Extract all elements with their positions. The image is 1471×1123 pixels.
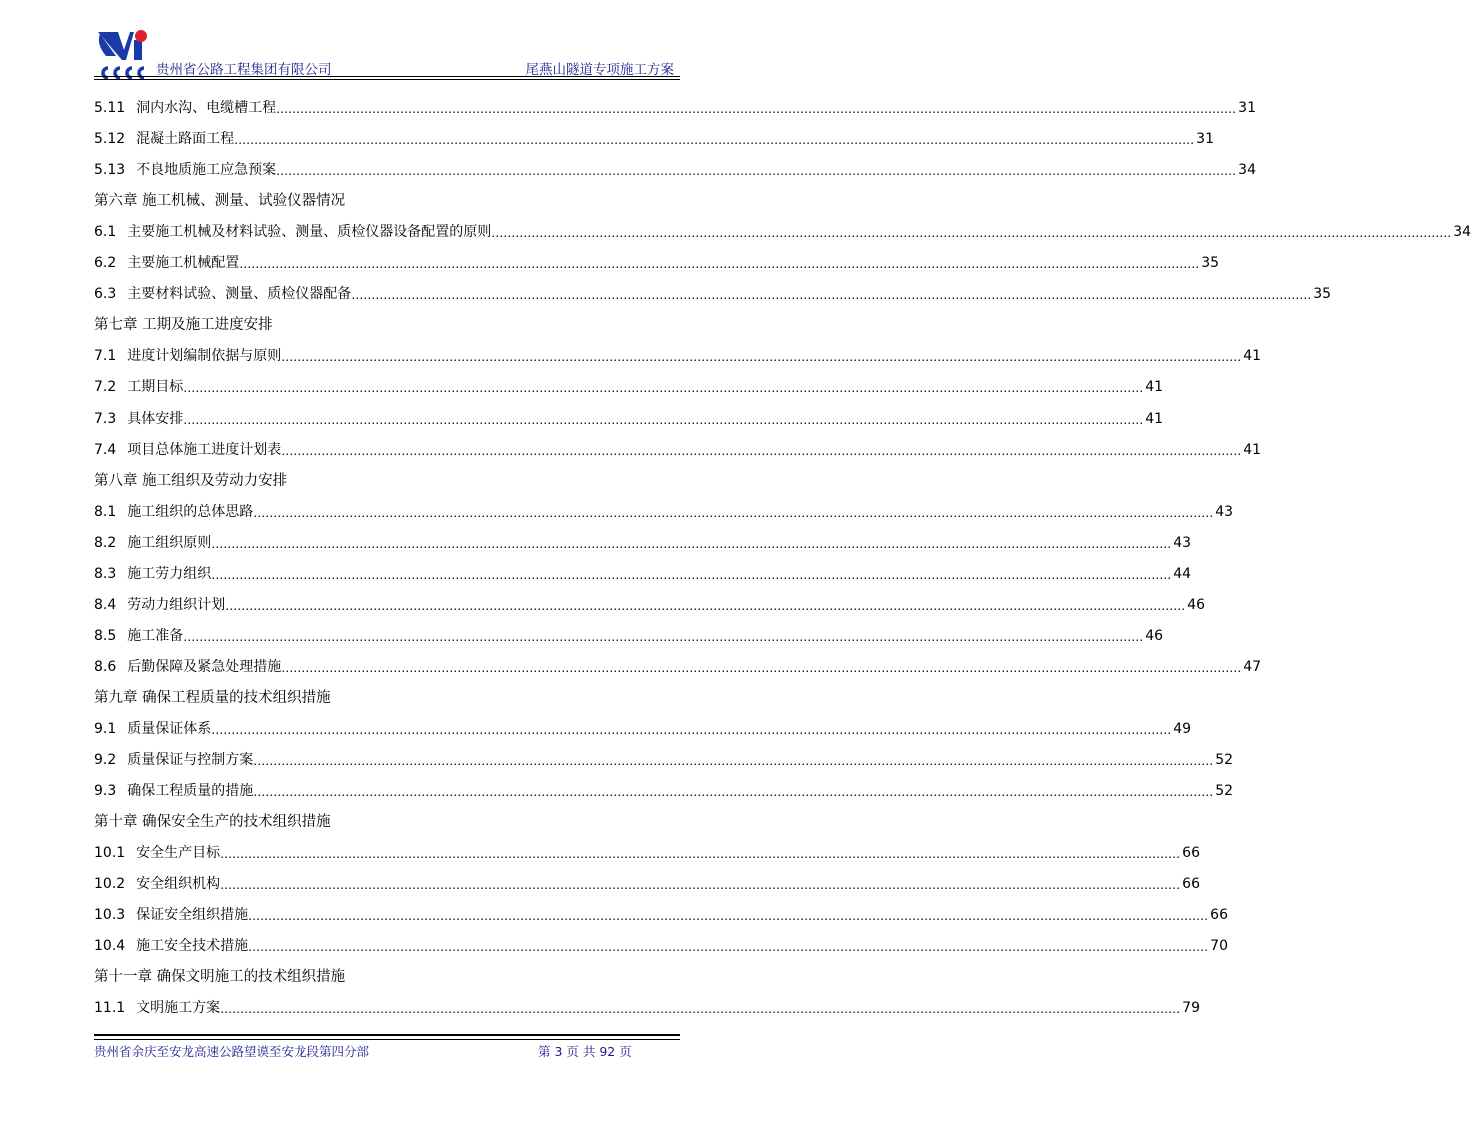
toc-entry-number: 6.3 [94, 286, 117, 303]
toc-page-number: 43 [1215, 503, 1234, 520]
toc-entry [94, 930, 1228, 956]
toc-entry-number: 5.13 [94, 162, 126, 179]
toc-leader-dots: …………………………………………………………………………………………………………………………………………………………………………………………………………………… [211, 536, 1172, 551]
toc-entry [94, 651, 1262, 677]
toc-leader-dots: …………………………………………………………………………………………………………………………………………………………………………………………………………………… [351, 288, 1312, 303]
company-logo-icon [94, 26, 154, 82]
toc-page-number: 43 [1173, 534, 1192, 551]
toc-entry-number: 8.4 [94, 596, 117, 613]
toc-entry [94, 496, 1234, 522]
toc-entry-title: 不良地质施工应急预案 [136, 162, 277, 179]
toc-entry-number: 8.2 [94, 534, 117, 551]
toc-leader-dots: …………………………………………………………………………………………………………………………………………………………………………………………………………………… [220, 847, 1181, 862]
toc-entry [94, 868, 1200, 894]
toc-entry-number: 7.1 [94, 348, 117, 365]
header-divider [94, 76, 680, 77]
toc-leader-dots: …………………………………………………………………………………………………………………………………………………………………………………………………………………… [234, 133, 1195, 148]
toc-entry-number: 8.3 [94, 565, 117, 582]
toc-page-number: 35 [1313, 286, 1332, 303]
toc-leader-dots: …………………………………………………………………………………………………………………………………………………………………………………………………………………… [276, 164, 1237, 179]
toc-entry-title: 具体安排 [127, 410, 184, 427]
toc-entry-title: 主要施工机械及材料试验、测量、质检仪器设备配置的原则 [127, 224, 492, 241]
toc-entry-title: 第七章 工期及施工进度安排 [94, 317, 273, 334]
toc-leader-dots: …………………………………………………………………………………………………………………………………………………………………………………………………………………… [281, 660, 1242, 675]
toc-entry-title: 施工组织的总体思路 [127, 503, 254, 520]
toc-entry-number: 8.1 [94, 503, 117, 520]
toc-page-number: 66 [1210, 907, 1228, 924]
toc-chapter-heading [94, 309, 694, 335]
toc-entry-title: 第十章 确保安全生产的技术组织措施 [94, 814, 331, 831]
toc-entry [94, 620, 1164, 646]
toc-page-number: 31 [1238, 100, 1256, 116]
footer-section-name: 贵州省余庆至安龙高速公路望谟至安龙段第四分部 [94, 1044, 370, 1059]
toc-entry-title: 工期目标 [127, 379, 184, 396]
toc-entry-number: 6.2 [94, 255, 117, 272]
toc-entry-number: 5.11 [94, 100, 126, 116]
toc-leader-dots: …………………………………………………………………………………………………………………………………………………………………………………………………………………… [220, 1002, 1181, 1017]
toc-chapter-heading [94, 185, 694, 211]
toc-entry-number: 10.3 [94, 907, 126, 924]
toc-page-number: 41 [1243, 348, 1262, 365]
toc-entry [94, 340, 1262, 366]
footer-divider [94, 1034, 680, 1036]
toc-entry-title: 质量保证与控制方案 [127, 752, 254, 769]
toc-entry-title: 后勤保障及紧急处理措施 [127, 658, 282, 675]
toc-entry-number: 7.2 [94, 379, 117, 396]
toc-entry-title: 项目总体施工进度计划表 [127, 441, 282, 458]
page-header [94, 26, 680, 82]
toc-entry-title: 确保工程质量的措施 [127, 783, 254, 800]
toc-entry [94, 434, 1262, 460]
toc-entry-title: 施工组织原则 [127, 534, 212, 551]
toc-entry [94, 216, 1471, 242]
toc-entry-number: 8.6 [94, 658, 117, 675]
toc-entry-title: 劳动力组织计划 [127, 596, 226, 613]
toc-entry [94, 713, 1192, 739]
toc-entry [94, 899, 1228, 925]
toc-entry-title: 主要施工机械配置 [127, 255, 240, 272]
toc-entry-title: 第六章 施工机械、测量、试验仪器情况 [94, 193, 346, 210]
toc-entry-number: 7.4 [94, 441, 117, 458]
toc-entry [94, 992, 1200, 1018]
toc-leader-dots: …………………………………………………………………………………………………………………………………………………………………………………………………………………… [253, 505, 1214, 520]
toc-entry [94, 247, 1220, 273]
toc-leader-dots: …………………………………………………………………………………………………………………………………………………………………………………………………………………… [183, 381, 1144, 396]
toc-leader-dots: …………………………………………………………………………………………………………………………………………………………………………………………………………………… [211, 723, 1172, 737]
toc-page-number: 46 [1145, 627, 1164, 644]
toc-entry-title: 第八章 施工组织及劳动力安排 [94, 472, 288, 489]
toc-entry-number: 9.2 [94, 752, 117, 769]
toc-entry [94, 123, 1214, 149]
toc-leader-dots: …………………………………………………………………………………………………………………………………………………………………………………………………………………… [225, 598, 1186, 613]
toc-leader-dots: …………………………………………………………………………………………………………………………………………………………………………………………………………………… [183, 629, 1144, 644]
toc-leader-dots: …………………………………………………………………………………………………………………………………………………………………………………………………………………… [253, 785, 1214, 800]
project-title: 尾燕山隧道专项施工方案 [525, 62, 674, 78]
toc-leader-dots: …………………………………………………………………………………………………………………………………………………………………………………………………………………… [239, 257, 1200, 272]
toc-page-number: 35 [1201, 255, 1220, 272]
toc-entry-title: 施工劳力组织 [127, 565, 212, 582]
toc-page-number: 41 [1145, 410, 1164, 427]
toc-page-number: 34 [1453, 224, 1471, 241]
toc-entry-number: 9.3 [94, 783, 117, 800]
toc-chapter-heading [94, 465, 694, 491]
toc-entry [94, 92, 1256, 118]
toc-entry-title: 第九章 确保工程质量的技术组织措施 [94, 689, 331, 706]
toc-chapter-heading [94, 806, 694, 832]
toc-entry [94, 371, 1164, 397]
toc-entry-title: 安全生产目标 [136, 845, 221, 862]
toc-entry-number: 11.1 [94, 1000, 126, 1017]
toc-entry [94, 744, 1234, 770]
toc-entry [94, 775, 1234, 801]
toc-entry-number: 8.5 [94, 627, 117, 644]
toc-entry-number: 10.1 [94, 845, 126, 862]
toc-entry [94, 837, 1200, 863]
toc-entry [94, 589, 1206, 615]
toc-page-number: 47 [1243, 658, 1262, 675]
toc-page-number: 31 [1196, 131, 1214, 148]
toc-page-number: 44 [1173, 565, 1192, 582]
toc-entry-title: 施工准备 [127, 627, 184, 644]
toc-page-number: 41 [1243, 441, 1262, 458]
toc-leader-dots: …………………………………………………………………………………………………………………………………………………………………………………………………………………… [276, 102, 1237, 116]
toc-chapter-heading [94, 682, 694, 708]
toc-entry [94, 558, 1192, 584]
footer-divider-thin [94, 1039, 680, 1040]
footer-page-number: 第 3 页 共 92 页 [538, 1044, 632, 1059]
toc-page-number: 52 [1215, 752, 1234, 769]
toc-leader-dots: …………………………………………………………………………………………………………………………………………………………………………………………………………………… [491, 226, 1452, 241]
toc-entry-title: 安全组织机构 [136, 876, 221, 893]
toc-page-number: 79 [1182, 1000, 1200, 1017]
toc-page-number: 41 [1145, 379, 1164, 396]
toc-entry [94, 527, 1192, 553]
toc-chapter-heading [94, 961, 694, 987]
toc-leader-dots: …………………………………………………………………………………………………………………………………………………………………………………………………………………… [211, 567, 1172, 582]
toc-leader-dots: …………………………………………………………………………………………………………………………………………………………………………………………………………………… [281, 350, 1242, 365]
toc-entry [94, 154, 1256, 180]
toc-leader-dots: …………………………………………………………………………………………………………………………………………………………………………………………………………………… [248, 940, 1209, 955]
toc-entry-title: 混凝土路面工程 [136, 131, 235, 148]
toc-entry-title: 施工安全技术措施 [136, 938, 249, 955]
toc-entry [94, 403, 1164, 429]
toc-page-number: 70 [1210, 938, 1228, 955]
toc-entry-number: 10.2 [94, 876, 126, 893]
toc-page-number: 34 [1238, 162, 1256, 179]
toc-entry-title: 第十一章 确保文明施工的技术组织措施 [94, 969, 346, 986]
toc-entry-number: 7.3 [94, 410, 117, 427]
toc-entry-title: 洞内水沟、电缆槽工程 [136, 100, 277, 116]
toc-leader-dots: …………………………………………………………………………………………………………………………………………………………………………………………………………………… [220, 878, 1181, 893]
toc-page-number: 66 [1182, 876, 1200, 893]
toc-page-number: 46 [1187, 596, 1206, 613]
toc-entry-title: 文明施工方案 [136, 1000, 221, 1017]
toc-leader-dots: …………………………………………………………………………………………………………………………………………………………………………………………………………………… [183, 412, 1144, 427]
toc-entry-title: 质量保证体系 [127, 721, 212, 737]
toc-leader-dots: …………………………………………………………………………………………………………………………………………………………………………………………………………………… [281, 443, 1242, 458]
toc-entry-title: 进度计划编制依据与原则 [127, 348, 282, 365]
toc-leader-dots: …………………………………………………………………………………………………………………………………………………………………………………………………………………… [253, 754, 1214, 769]
company-name: 贵州省公路工程集团有限公司 [156, 62, 332, 78]
toc-page-number: 66 [1182, 845, 1200, 862]
toc-entry-number: 9.1 [94, 721, 117, 737]
toc-page-number: 49 [1173, 721, 1192, 737]
header-divider-thin [94, 79, 680, 80]
toc-page-number: 52 [1215, 783, 1234, 800]
toc-entry-number: 10.4 [94, 938, 126, 955]
toc-entry [94, 278, 1332, 304]
toc-leader-dots: …………………………………………………………………………………………………………………………………………………………………………………………………………………… [248, 909, 1209, 924]
toc-entry-number: 6.1 [94, 224, 117, 241]
toc-entry-number: 5.12 [94, 131, 126, 148]
toc-entry-title: 保证安全组织措施 [136, 907, 249, 924]
toc-entry-title: 主要材料试验、测量、质检仪器配备 [127, 286, 352, 303]
